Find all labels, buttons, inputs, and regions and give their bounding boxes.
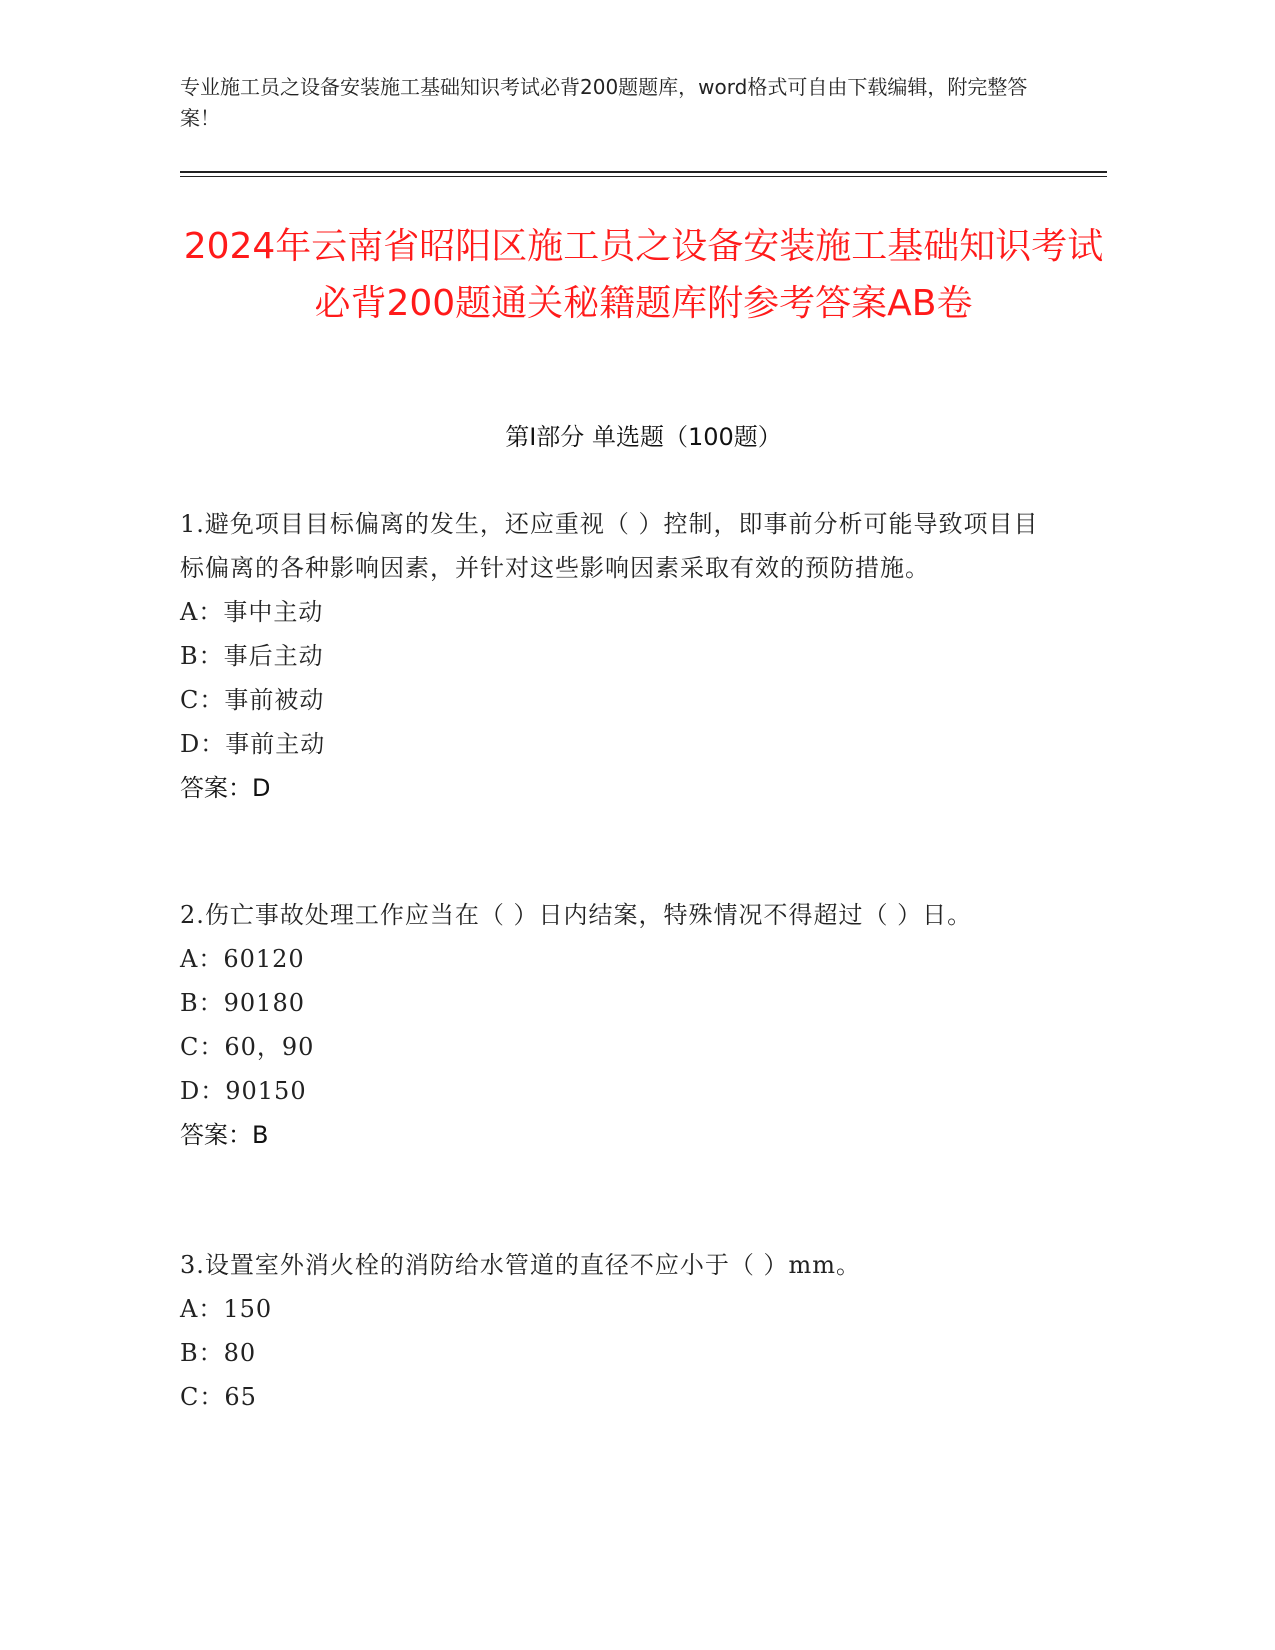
header-note: 专业施工员之设备安装施工基础知识考试必背200题题库，word格式可自由下载编辑，附完整答案！: [180, 75, 1028, 130]
option-c: C：65: [180, 1383, 257, 1411]
question-2: [180, 893, 1040, 1157]
answer: 答案：B: [180, 1121, 269, 1149]
option-b: B：90180: [180, 989, 305, 1017]
option-a: A：60120: [180, 945, 305, 973]
option-a: A：150: [180, 1295, 273, 1323]
question-stem: 3.设置室外消火栓的消防给水管道的直径不应小于（ ）mm。: [180, 1251, 862, 1279]
option-c: C：事前被动: [180, 686, 325, 714]
option-b: B：80: [180, 1339, 257, 1367]
question-1: [180, 502, 1040, 810]
question-stem: 2.伤亡事故处理工作应当在（ ）日内结案，特殊情况不得超过（ ）日。: [180, 901, 973, 929]
option-b: B：事后主动: [180, 642, 324, 670]
option-d: D：90150: [180, 1077, 307, 1105]
section-heading: 第I部分 单选题（100题）: [505, 423, 782, 451]
header-divider-thin: [180, 176, 1107, 177]
option-c: C：60，90: [180, 1033, 315, 1061]
question-stem: 1.避免项目目标偏离的发生，还应重视（ ）控制，即事前分析可能导致项目目标偏离的各种影响因素，并针对这些影响因素采取有效的预防措施。: [180, 510, 1039, 582]
question-3: [180, 1243, 1040, 1419]
answer: 答案：D: [180, 774, 271, 802]
option-d: D：事前主动: [180, 730, 326, 758]
option-a: A：事中主动: [180, 598, 324, 626]
document-title: 2024年云南省昭阳区施工员之设备安装施工基础知识考试必背200题通关秘籍题库附参考答案AB卷: [183, 226, 1104, 324]
header-divider-thick: [180, 171, 1107, 173]
